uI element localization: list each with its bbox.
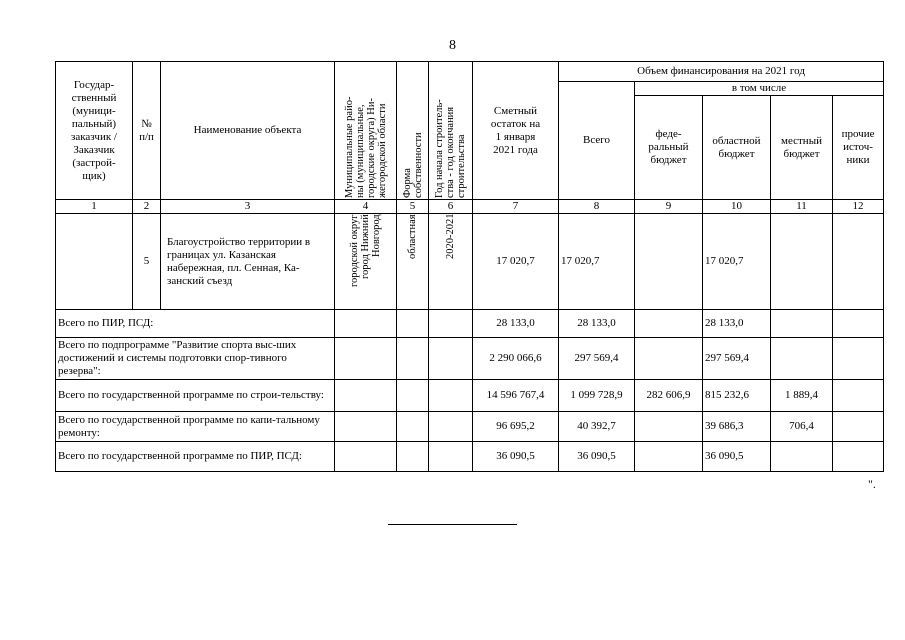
header-total: Всего bbox=[559, 82, 635, 200]
header-estimated-balance: Сметный остаток на 1 января 2021 года bbox=[473, 62, 559, 200]
header-regional: областной бюджет bbox=[703, 96, 771, 200]
header-district: Муниципальные райо- ны (муниципальные, городские округа) Ни- жегородской области bbox=[335, 62, 397, 200]
summary-empty bbox=[397, 380, 429, 412]
summary-balance: 96 695,2 bbox=[473, 412, 559, 442]
summary-empty bbox=[429, 338, 473, 380]
summary-regional: 36 090,5 bbox=[703, 442, 771, 472]
summary-label: Всего по государственной программе по капи-тальному ремонту: bbox=[56, 412, 335, 442]
summary-balance: 36 090,5 bbox=[473, 442, 559, 472]
column-number: 7 bbox=[473, 200, 559, 214]
header-customer: Государ- ственный (муници- пальный) заказчик / Заказчик (застрой- щик) bbox=[56, 62, 133, 200]
summary-empty bbox=[397, 442, 429, 472]
object-other bbox=[833, 214, 884, 310]
summary-row bbox=[56, 380, 884, 412]
summary-balance: 28 133,0 bbox=[473, 310, 559, 338]
summary-total: 40 392,7 bbox=[559, 412, 635, 442]
header-ownership: Форма собственности bbox=[397, 62, 429, 200]
object-name: Благоустройство территории в границах ул. Казанская набережная, пл. Сенная, Ка-занский съезд bbox=[161, 214, 335, 310]
summary-row bbox=[56, 412, 884, 442]
header-funding-title: Объем финансирования на 2021 год bbox=[559, 62, 884, 82]
summary-federal bbox=[635, 442, 703, 472]
column-numbers-row bbox=[56, 200, 884, 214]
summary-label: Всего по государственной программе по ПИР, ПСД: bbox=[56, 442, 335, 472]
object-ownership: областная bbox=[397, 214, 429, 310]
column-number: 6 bbox=[429, 200, 473, 214]
summary-other bbox=[833, 442, 884, 472]
summary-empty bbox=[397, 412, 429, 442]
separator-line bbox=[388, 524, 517, 525]
summary-empty bbox=[335, 310, 397, 338]
summary-empty bbox=[335, 412, 397, 442]
object-district: городской округ город Нижний Новгород bbox=[335, 214, 397, 310]
summary-label: Всего по ПИР, ПСД: bbox=[56, 310, 335, 338]
column-number: 10 bbox=[703, 200, 771, 214]
column-number: 8 bbox=[559, 200, 635, 214]
summary-total: 297 569,4 bbox=[559, 338, 635, 380]
object-federal bbox=[635, 214, 703, 310]
closing-quote: ". bbox=[868, 477, 876, 491]
financing-table bbox=[55, 61, 884, 472]
summary-local bbox=[771, 442, 833, 472]
summary-federal bbox=[635, 412, 703, 442]
summary-row bbox=[56, 442, 884, 472]
summary-other bbox=[833, 380, 884, 412]
object-local bbox=[771, 214, 833, 310]
summary-balance: 2 290 066,6 bbox=[473, 338, 559, 380]
summary-regional: 815 232,6 bbox=[703, 380, 771, 412]
object-total: 17 020,7 bbox=[559, 214, 635, 310]
column-number: 2 bbox=[133, 200, 161, 214]
summary-regional: 39 686,3 bbox=[703, 412, 771, 442]
summary-total: 28 133,0 bbox=[559, 310, 635, 338]
summary-empty bbox=[335, 380, 397, 412]
summary-empty bbox=[429, 442, 473, 472]
summary-federal bbox=[635, 310, 703, 338]
object-regional: 17 020,7 bbox=[703, 214, 771, 310]
column-number: 4 bbox=[335, 200, 397, 214]
summary-empty bbox=[335, 338, 397, 380]
header-object-name: Наименование объекта bbox=[161, 62, 335, 200]
column-number: 9 bbox=[635, 200, 703, 214]
summary-empty bbox=[397, 338, 429, 380]
header-other: прочие источ- ники bbox=[833, 96, 884, 200]
header-including: в том числе bbox=[635, 82, 884, 96]
summary-other bbox=[833, 310, 884, 338]
summary-federal: 282 606,9 bbox=[635, 380, 703, 412]
summary-regional: 28 133,0 bbox=[703, 310, 771, 338]
summary-total: 36 090,5 bbox=[559, 442, 635, 472]
summary-empty bbox=[429, 380, 473, 412]
column-number: 11 bbox=[771, 200, 833, 214]
summary-local bbox=[771, 338, 833, 380]
summary-empty bbox=[397, 310, 429, 338]
summary-empty bbox=[429, 412, 473, 442]
object-balance: 17 020,7 bbox=[473, 214, 559, 310]
object-years: 2020-2021 bbox=[429, 214, 473, 310]
header-local: местный бюджет bbox=[771, 96, 833, 200]
summary-regional: 297 569,4 bbox=[703, 338, 771, 380]
object-row bbox=[56, 214, 884, 310]
summary-balance: 14 596 767,4 bbox=[473, 380, 559, 412]
column-number: 3 bbox=[161, 200, 335, 214]
header-federal: феде- ральный бюджет bbox=[635, 96, 703, 200]
summary-federal bbox=[635, 338, 703, 380]
header-years: Год начала строитель- ства - год окончания строительства bbox=[429, 62, 473, 200]
summary-other bbox=[833, 338, 884, 380]
summary-label: Всего по государственной программе по строи-тельству: bbox=[56, 380, 335, 412]
summary-row bbox=[56, 310, 884, 338]
summary-label: Всего по подпрограмме "Развитие спорта выс-ших достижений и системы подготовки спор-тивного резерва": bbox=[56, 338, 335, 380]
column-number: 5 bbox=[397, 200, 429, 214]
summary-local bbox=[771, 310, 833, 338]
summary-other bbox=[833, 412, 884, 442]
object-number: 5 bbox=[133, 214, 161, 310]
summary-local: 1 889,4 bbox=[771, 380, 833, 412]
summary-total: 1 099 728,9 bbox=[559, 380, 635, 412]
column-number: 12 bbox=[833, 200, 884, 214]
page-number: 8 bbox=[449, 38, 456, 53]
summary-row bbox=[56, 338, 884, 380]
header-number: № п/п bbox=[133, 62, 161, 200]
summary-empty bbox=[335, 442, 397, 472]
object-customer bbox=[56, 214, 133, 310]
column-number: 1 bbox=[56, 200, 133, 214]
summary-empty bbox=[429, 310, 473, 338]
summary-local: 706,4 bbox=[771, 412, 833, 442]
